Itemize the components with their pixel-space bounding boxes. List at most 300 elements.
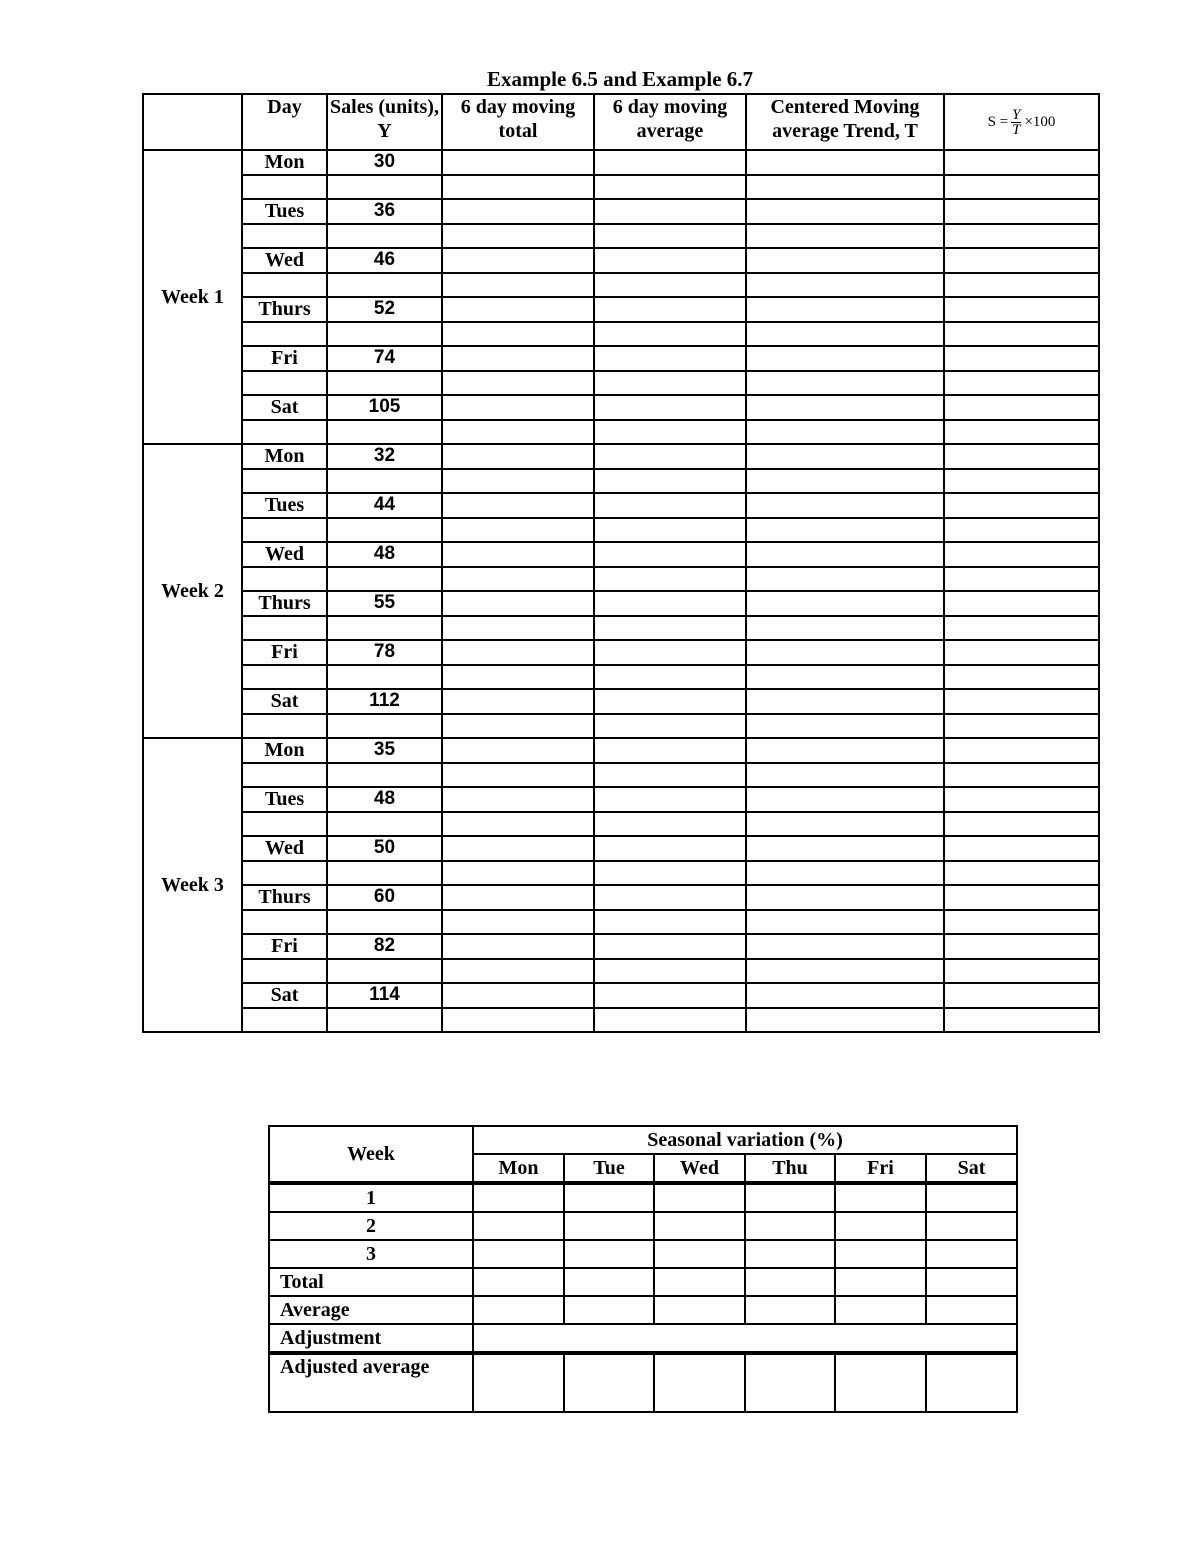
seasonal-cell[interactable]	[944, 395, 1099, 420]
table-row-blank	[143, 224, 1099, 249]
blank-sales-cell	[327, 469, 442, 494]
blank-day-cell	[242, 665, 327, 690]
seasonal-formula	[988, 108, 1056, 137]
moving-total-cell[interactable]	[442, 934, 594, 959]
moving-average-cell[interactable]	[594, 665, 746, 690]
trend-cell[interactable]	[746, 714, 944, 739]
moving-average-cell[interactable]	[594, 420, 746, 445]
seasonal-value-cell[interactable]	[654, 1240, 745, 1268]
seasonal-cell[interactable]	[944, 150, 1099, 175]
trend-cell[interactable]	[746, 959, 944, 984]
sales-cell: 52	[327, 297, 442, 322]
moving-total-cell[interactable]	[442, 420, 594, 445]
moving-total-cell[interactable]	[442, 322, 594, 347]
moving-total-cell[interactable]	[442, 469, 594, 494]
trend-cell[interactable]	[746, 150, 944, 175]
trend-cell[interactable]	[746, 665, 944, 690]
blank-sales-cell	[327, 861, 442, 886]
seasonal-value-cell[interactable]	[473, 1353, 564, 1412]
moving-average-cell[interactable]	[594, 224, 746, 249]
trend-cell[interactable]	[746, 616, 944, 641]
moving-total-cell[interactable]	[442, 567, 594, 592]
moving-average-cell[interactable]	[594, 567, 746, 592]
blank-day-cell	[242, 469, 327, 494]
day-cell: Mon	[242, 738, 327, 763]
table-row	[143, 689, 1099, 714]
blank-day-cell	[242, 420, 327, 445]
seasonal-cell[interactable]	[944, 420, 1099, 445]
adjustment-cell[interactable]	[473, 1324, 1017, 1353]
trend-cell[interactable]	[746, 297, 944, 322]
moving-average-cell[interactable]	[594, 787, 746, 812]
header-row	[143, 94, 1099, 150]
trend-cell[interactable]	[746, 861, 944, 886]
seasonal-cell[interactable]	[944, 763, 1099, 788]
seasonal-cell[interactable]	[944, 885, 1099, 910]
sales-cell: 60	[327, 885, 442, 910]
sales-cell: 35	[327, 738, 442, 763]
sales-cell: 112	[327, 689, 442, 714]
seasonal-cell[interactable]	[944, 346, 1099, 371]
blank-day-cell	[242, 322, 327, 347]
blank-day-cell	[242, 714, 327, 739]
seasonal-value-cell[interactable]	[926, 1240, 1017, 1268]
blank-sales-cell	[327, 1008, 442, 1033]
moving-total-cell[interactable]	[442, 959, 594, 984]
table-row	[143, 738, 1099, 763]
seasonal-cell[interactable]	[944, 371, 1099, 396]
formula-rhs: ×100	[1024, 114, 1056, 130]
seasonal-row-label: 2	[269, 1212, 473, 1240]
table-row	[143, 395, 1099, 420]
moving-average-cell[interactable]	[594, 518, 746, 543]
sales-cell: 105	[327, 395, 442, 420]
blank-day-cell	[242, 175, 327, 200]
moving-total-cell[interactable]	[442, 787, 594, 812]
moving-average-cell[interactable]	[594, 150, 746, 175]
table-row	[143, 444, 1099, 469]
seasonal-value-cell[interactable]	[564, 1240, 654, 1268]
seasonal-value-cell[interactable]	[835, 1268, 926, 1296]
moving-average-cell[interactable]	[594, 836, 746, 861]
trend-cell[interactable]	[746, 273, 944, 298]
seasonal-value-cell[interactable]	[564, 1212, 654, 1240]
seasonal-cell[interactable]	[944, 469, 1099, 494]
seasonal-value-cell[interactable]	[745, 1240, 835, 1268]
moving-total-cell[interactable]	[442, 763, 594, 788]
moving-total-cell[interactable]	[442, 1008, 594, 1033]
moving-average-cell[interactable]	[594, 689, 746, 714]
seasonal-cell[interactable]	[944, 567, 1099, 592]
trend-cell[interactable]	[746, 885, 944, 910]
blank-sales-cell	[327, 763, 442, 788]
moving-average-cell[interactable]	[594, 959, 746, 984]
moving-total-cell[interactable]	[442, 297, 594, 322]
seasonal-cell[interactable]	[944, 836, 1099, 861]
trend-cell[interactable]	[746, 738, 944, 763]
seasonal-cell[interactable]	[944, 1008, 1099, 1033]
moving-average-cell[interactable]	[594, 371, 746, 396]
trend-cell[interactable]	[746, 248, 944, 273]
seasonal-value-cell[interactable]	[745, 1212, 835, 1240]
moving-total-cell[interactable]	[442, 150, 594, 175]
moving-total-cell[interactable]	[442, 640, 594, 665]
seasonal-value-cell[interactable]	[473, 1183, 564, 1212]
seasonal-value-cell[interactable]	[564, 1183, 654, 1212]
moving-average-cell[interactable]	[594, 738, 746, 763]
seasonal-value-cell[interactable]	[835, 1353, 926, 1412]
day-cell: Tues	[242, 199, 327, 224]
moving-total-cell[interactable]	[442, 248, 594, 273]
trend-cell[interactable]	[746, 224, 944, 249]
moving-total-cell[interactable]	[442, 224, 594, 249]
day-cell: Fri	[242, 934, 327, 959]
table-row-blank	[143, 322, 1099, 347]
seasonal-cell[interactable]	[944, 248, 1099, 273]
table-row	[143, 150, 1099, 175]
day-column-header: Mon	[473, 1154, 564, 1183]
seasonal-value-cell[interactable]	[745, 1268, 835, 1296]
trend-cell[interactable]	[746, 542, 944, 567]
seasonal-cell[interactable]	[944, 689, 1099, 714]
table-row	[143, 591, 1099, 616]
moving-average-cell[interactable]	[594, 983, 746, 1008]
moving-average-cell[interactable]	[594, 616, 746, 641]
seasonal-value-cell[interactable]	[473, 1212, 564, 1240]
trend-cell[interactable]	[746, 640, 944, 665]
table-row	[143, 836, 1099, 861]
table-row	[143, 983, 1099, 1008]
formula-denominator: T	[1012, 121, 1021, 138]
seasonal-value-cell[interactable]	[654, 1183, 745, 1212]
trend-cell[interactable]	[746, 983, 944, 1008]
seasonal-cell[interactable]	[944, 640, 1099, 665]
seasonal-cell[interactable]	[944, 787, 1099, 812]
seasonal-row-label: Total	[269, 1268, 473, 1296]
seasonal-variation-header: Seasonal variation (%)	[473, 1126, 1017, 1154]
moving-total-cell[interactable]	[442, 812, 594, 837]
blank-sales-cell	[327, 959, 442, 984]
seasonal-cell[interactable]	[944, 616, 1099, 641]
blank-day-cell	[242, 959, 327, 984]
trend-cell[interactable]	[746, 493, 944, 518]
table-row	[143, 787, 1099, 812]
sales-cell: 114	[327, 983, 442, 1008]
seasonal-cell[interactable]	[944, 224, 1099, 249]
moving-total-cell[interactable]	[442, 346, 594, 371]
seasonal-value-cell[interactable]	[835, 1212, 926, 1240]
moving-total-cell[interactable]	[442, 395, 594, 420]
seasonal-value-cell[interactable]	[564, 1268, 654, 1296]
sales-cell: 55	[327, 591, 442, 616]
seasonal-value-cell[interactable]	[835, 1240, 926, 1268]
seasonal-cell[interactable]	[944, 983, 1099, 1008]
seasonal-value-cell[interactable]	[654, 1353, 745, 1412]
moving-total-cell[interactable]	[442, 665, 594, 690]
seasonal-value-cell[interactable]	[745, 1183, 835, 1212]
blank-day-cell	[242, 910, 327, 935]
moving-total-cell[interactable]	[442, 885, 594, 910]
seasonal-value-cell[interactable]	[745, 1296, 835, 1324]
trend-cell[interactable]	[746, 763, 944, 788]
trend-cell[interactable]	[746, 518, 944, 543]
moving-total-cell[interactable]	[442, 273, 594, 298]
blank-sales-cell	[327, 175, 442, 200]
seasonal-value-cell[interactable]	[654, 1268, 745, 1296]
moving-total-cell[interactable]	[442, 910, 594, 935]
moving-total-cell[interactable]	[442, 518, 594, 543]
seasonal-value-cell[interactable]	[564, 1353, 654, 1412]
moving-total-cell[interactable]	[442, 444, 594, 469]
day-cell: Sat	[242, 689, 327, 714]
seasonal-cell[interactable]	[944, 297, 1099, 322]
seasonal-cell[interactable]	[944, 273, 1099, 298]
moving-average-cell[interactable]	[594, 542, 746, 567]
trend-cell[interactable]	[746, 812, 944, 837]
table-row-blank	[143, 714, 1099, 739]
table-row-blank	[143, 910, 1099, 935]
seasonal-value-cell[interactable]	[926, 1268, 1017, 1296]
moving-average-cell[interactable]	[594, 322, 746, 347]
moving-average-cell[interactable]	[594, 812, 746, 837]
centered-trend-header: Centered Moving average Trend, T	[746, 94, 944, 150]
moving-average-cell[interactable]	[594, 469, 746, 494]
seasonal-cell[interactable]	[944, 714, 1099, 739]
seasonal-cell[interactable]	[944, 738, 1099, 763]
trend-cell[interactable]	[746, 444, 944, 469]
blank-sales-cell	[327, 567, 442, 592]
moving-total-cell[interactable]	[442, 836, 594, 861]
blank-day-cell	[242, 224, 327, 249]
moving-average-cell[interactable]	[594, 297, 746, 322]
seasonal-cell[interactable]	[944, 322, 1099, 347]
trend-cell[interactable]	[746, 836, 944, 861]
moving-total-cell[interactable]	[442, 738, 594, 763]
table-row	[143, 248, 1099, 273]
seasonal-value-cell[interactable]	[745, 1353, 835, 1412]
seasonal-cell[interactable]	[944, 542, 1099, 567]
trend-cell[interactable]	[746, 567, 944, 592]
blank-day-cell	[242, 567, 327, 592]
table-row-blank	[143, 567, 1099, 592]
seasonal-value-cell[interactable]	[473, 1240, 564, 1268]
moving-average-cell[interactable]	[594, 346, 746, 371]
trend-cell[interactable]	[746, 371, 944, 396]
moving-average-table-body	[143, 150, 1099, 1032]
moving-average-cell[interactable]	[594, 199, 746, 224]
table-row-blank	[143, 665, 1099, 690]
seasonal-cell[interactable]	[944, 812, 1099, 837]
week-label: Week 2	[143, 444, 242, 738]
seasonal-cell[interactable]	[944, 199, 1099, 224]
trend-cell[interactable]	[746, 175, 944, 200]
blank-day-cell	[242, 616, 327, 641]
moving-average-cell[interactable]	[594, 444, 746, 469]
moving-average-cell[interactable]	[594, 591, 746, 616]
moving-average-cell[interactable]	[594, 640, 746, 665]
moving-average-cell[interactable]	[594, 763, 746, 788]
day-cell: Tues	[242, 787, 327, 812]
moving-average-cell[interactable]	[594, 493, 746, 518]
table-row-blank	[143, 469, 1099, 494]
moving-average-cell[interactable]	[594, 714, 746, 739]
seasonal-cell[interactable]	[944, 444, 1099, 469]
seasonal-cell[interactable]	[944, 934, 1099, 959]
seasonal-total-row	[269, 1268, 1017, 1296]
moving-total-cell[interactable]	[442, 861, 594, 886]
trend-cell[interactable]	[746, 469, 944, 494]
seasonal-cell[interactable]	[944, 518, 1099, 543]
day-cell: Wed	[242, 836, 327, 861]
moving-total-cell[interactable]	[442, 714, 594, 739]
seasonal-row-label: Average	[269, 1296, 473, 1324]
table-row-blank	[143, 861, 1099, 886]
seasonal-cell[interactable]	[944, 175, 1099, 200]
moving-average-cell[interactable]	[594, 934, 746, 959]
sales-cell: 82	[327, 934, 442, 959]
table-row-blank	[143, 1008, 1099, 1033]
table-row	[143, 542, 1099, 567]
day-cell: Fri	[242, 640, 327, 665]
seasonal-adjusted-average-row	[269, 1353, 1017, 1412]
table-row	[143, 640, 1099, 665]
seasonal-value-cell[interactable]	[926, 1183, 1017, 1212]
table-row-blank	[143, 420, 1099, 445]
day-cell: Thurs	[242, 885, 327, 910]
seasonal-row-label: Adjusted average	[269, 1353, 473, 1412]
seasonal-value-cell[interactable]	[835, 1296, 926, 1324]
blank-sales-cell	[327, 518, 442, 543]
seasonal-value-cell[interactable]	[564, 1296, 654, 1324]
seasonal-table-body	[269, 1183, 1017, 1412]
seasonal-cell[interactable]	[944, 861, 1099, 886]
moving-total-cell[interactable]	[442, 371, 594, 396]
trend-cell[interactable]	[746, 689, 944, 714]
seasonal-row-label: 1	[269, 1183, 473, 1212]
table-row-blank	[143, 175, 1099, 200]
seasonal-week-row	[269, 1240, 1017, 1268]
seasonal-cell[interactable]	[944, 959, 1099, 984]
trend-cell[interactable]	[746, 934, 944, 959]
table-row-blank	[143, 812, 1099, 837]
moving-average-cell[interactable]	[594, 395, 746, 420]
blank-day-cell	[242, 812, 327, 837]
trend-cell[interactable]	[746, 199, 944, 224]
moving-total-cell[interactable]	[442, 591, 594, 616]
seasonal-cell[interactable]	[944, 665, 1099, 690]
formula-numerator: Y	[1012, 106, 1021, 123]
day-cell: Mon	[242, 444, 327, 469]
seasonal-adjustment-row	[269, 1324, 1017, 1353]
moving-average-cell[interactable]	[594, 248, 746, 273]
seasonal-value-cell[interactable]	[926, 1212, 1017, 1240]
moving-total-cell[interactable]	[442, 983, 594, 1008]
table-row-blank	[143, 518, 1099, 543]
seasonal-value-cell[interactable]	[473, 1296, 564, 1324]
moving-total-cell[interactable]	[442, 493, 594, 518]
table-row	[143, 493, 1099, 518]
moving-average-cell[interactable]	[594, 910, 746, 935]
sales-cell: 48	[327, 542, 442, 567]
moving-total-cell[interactable]	[442, 616, 594, 641]
blank-day-cell	[242, 1008, 327, 1033]
moving-total-cell[interactable]	[442, 175, 594, 200]
seasonal-value-cell[interactable]	[654, 1296, 745, 1324]
table-row	[143, 346, 1099, 371]
sales-cell: 46	[327, 248, 442, 273]
blank-day-cell	[242, 763, 327, 788]
seasonal-header-row	[269, 1126, 1017, 1154]
trend-cell[interactable]	[746, 787, 944, 812]
trend-cell[interactable]	[746, 322, 944, 347]
day-column-header: Wed	[654, 1154, 745, 1183]
formula-fraction	[1011, 108, 1021, 137]
page-title: Example 6.5 and Example 6.7	[486, 67, 754, 91]
moving-total-cell[interactable]	[442, 199, 594, 224]
day-cell: Tues	[242, 493, 327, 518]
week-header-blank	[143, 94, 242, 150]
week-label: Week 1	[143, 150, 242, 444]
day-cell: Thurs	[242, 591, 327, 616]
trend-cell[interactable]	[746, 910, 944, 935]
blank-day-cell	[242, 518, 327, 543]
moving-average-cell[interactable]	[594, 885, 746, 910]
blank-sales-cell	[327, 714, 442, 739]
moving-average-table	[142, 93, 1100, 1033]
day-cell: Fri	[242, 346, 327, 371]
moving-total-cell[interactable]	[442, 689, 594, 714]
seasonal-cell[interactable]	[944, 493, 1099, 518]
trend-cell[interactable]	[746, 1008, 944, 1033]
sales-cell: 44	[327, 493, 442, 518]
blank-day-cell	[242, 861, 327, 886]
blank-sales-cell	[327, 322, 442, 347]
moving-average-cell[interactable]	[594, 861, 746, 886]
seasonal-value-cell[interactable]	[654, 1212, 745, 1240]
seasonal-value-cell[interactable]	[926, 1353, 1017, 1412]
moving-average-header: 6 day moving average	[594, 94, 746, 150]
table-row	[143, 934, 1099, 959]
trend-cell[interactable]	[746, 395, 944, 420]
formula-lhs: S =	[987, 114, 1009, 130]
table-row-blank	[143, 763, 1099, 788]
sales-cell: 32	[327, 444, 442, 469]
trend-cell[interactable]	[746, 591, 944, 616]
moving-total-cell[interactable]	[442, 542, 594, 567]
moving-average-cell[interactable]	[594, 273, 746, 298]
seasonal-value-cell[interactable]	[926, 1296, 1017, 1324]
seasonal-row-label: Adjustment	[269, 1324, 473, 1353]
trend-cell[interactable]	[746, 420, 944, 445]
day-cell: Sat	[242, 395, 327, 420]
seasonal-value-cell[interactable]	[835, 1183, 926, 1212]
sales-cell: 78	[327, 640, 442, 665]
day-column-header: Fri	[835, 1154, 926, 1183]
week-label: Week 3	[143, 738, 242, 1032]
seasonal-week-row	[269, 1183, 1017, 1212]
blank-day-cell	[242, 371, 327, 396]
moving-average-cell[interactable]	[594, 175, 746, 200]
trend-cell[interactable]	[746, 346, 944, 371]
seasonal-cell[interactable]	[944, 591, 1099, 616]
seasonal-cell[interactable]	[944, 910, 1099, 935]
blank-day-cell	[242, 273, 327, 298]
blank-sales-cell	[327, 371, 442, 396]
seasonal-value-cell[interactable]	[473, 1268, 564, 1296]
moving-average-cell[interactable]	[594, 1008, 746, 1033]
blank-sales-cell	[327, 273, 442, 298]
blank-sales-cell	[327, 224, 442, 249]
